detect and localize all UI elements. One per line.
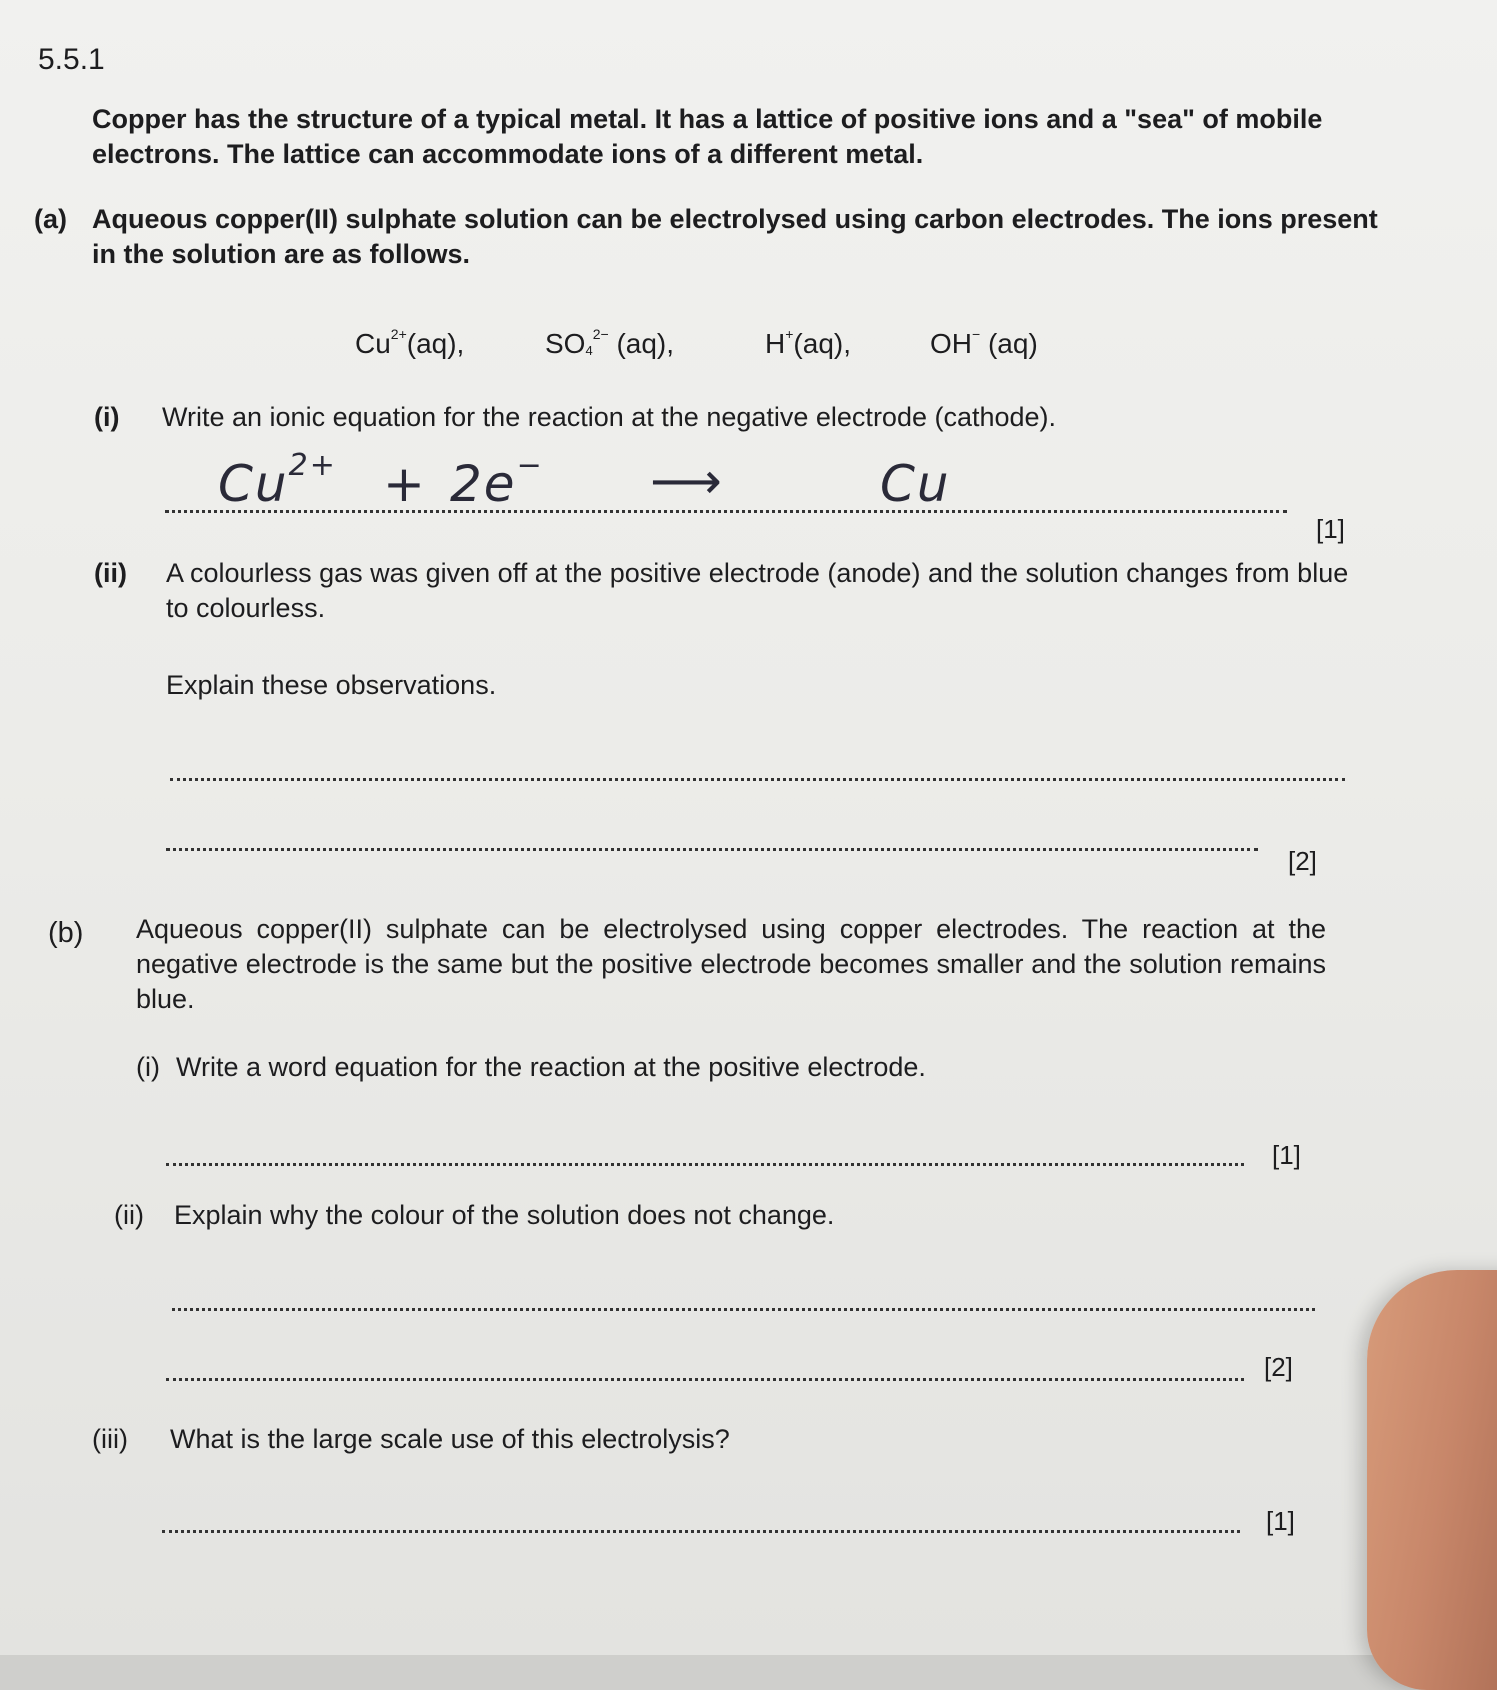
part-b-i-question: Write a word equation for the reaction at the positive electrode. <box>176 1052 926 1082</box>
part-b-iii-question: What is the large scale use of this electrolysis? <box>170 1424 730 1454</box>
marks-b-iii: [1] <box>1266 1506 1295 1536</box>
part-b-ii-label: (ii) <box>114 1200 144 1230</box>
part-b-iii-label: (iii) <box>92 1424 128 1454</box>
part-a-ii-question: A colourless gas was given off at the positive electrode (anode) and the solution changes from blue to colourless. <box>166 558 1349 623</box>
answer-line[interactable] <box>166 1163 1244 1166</box>
part-b-ii-question: Explain why the colour of the solution does not change. <box>174 1200 835 1230</box>
ion-copper: $Cu^{2+}(aq)$, <box>355 326 465 359</box>
handwritten-cu-metal: Cu <box>880 455 951 513</box>
handwritten-electrons: 2e− <box>450 448 544 513</box>
answer-line[interactable] <box>170 778 1345 781</box>
part-a-ii-instruction: Explain these observations. <box>166 670 497 700</box>
part-a-ii-label: (ii) <box>94 558 127 588</box>
ion-sulphate: $SO_4^{2-}$ (aq), <box>545 326 675 359</box>
handwritten-arrow: ⟶ <box>650 452 724 510</box>
handwritten-plus: + <box>383 455 427 513</box>
part-a-i-label: (i) <box>94 402 120 432</box>
answer-line[interactable] <box>166 848 1258 851</box>
answer-line[interactable] <box>166 1378 1244 1381</box>
part-a-i-question: Write an ionic equation for the reaction at the negative electrode (cathode). <box>162 402 1057 432</box>
marks-b-ii: [2] <box>1264 1352 1293 1382</box>
part-b-label: (b) <box>48 917 84 949</box>
part-b-stem: Aqueous copper(II) sulphate can be electrolysed using copper electrodes. The reaction at the negative electrode is the same but the positive electrode becomes smaller and the solution remains blue. <box>136 914 1326 1014</box>
question-number: 5.5.1 <box>38 43 105 76</box>
marks-b-i: [1] <box>1272 1140 1301 1170</box>
answer-line[interactable] <box>165 510 1287 513</box>
answer-line[interactable] <box>172 1308 1315 1311</box>
ion-hydroxide: OH− (aq) <box>930 326 1038 359</box>
part-a-label: (a) <box>34 204 67 234</box>
ion-hydrogen: H+(aq), <box>765 326 851 359</box>
part-b-i-label: (i) <box>136 1052 160 1082</box>
marks-a-ii: [2] <box>1288 846 1317 876</box>
part-a-stem: Aqueous copper(II) sulphate solution can be electrolysed using carbon electrodes. The ions present in the solution are as follows. <box>92 204 1378 269</box>
intro-text: Copper has the structure of a typical metal. It has a lattice of positive ions and a "sea" of mobile electrons. The lattice can accommodate ions of a different metal. <box>92 104 1323 169</box>
answer-line[interactable] <box>162 1530 1240 1533</box>
handwritten-cu-ion: $Cu^{2+}$ <box>218 448 337 513</box>
marks-a-i: [1] <box>1316 514 1345 544</box>
thumb-photo <box>1367 1270 1497 1690</box>
